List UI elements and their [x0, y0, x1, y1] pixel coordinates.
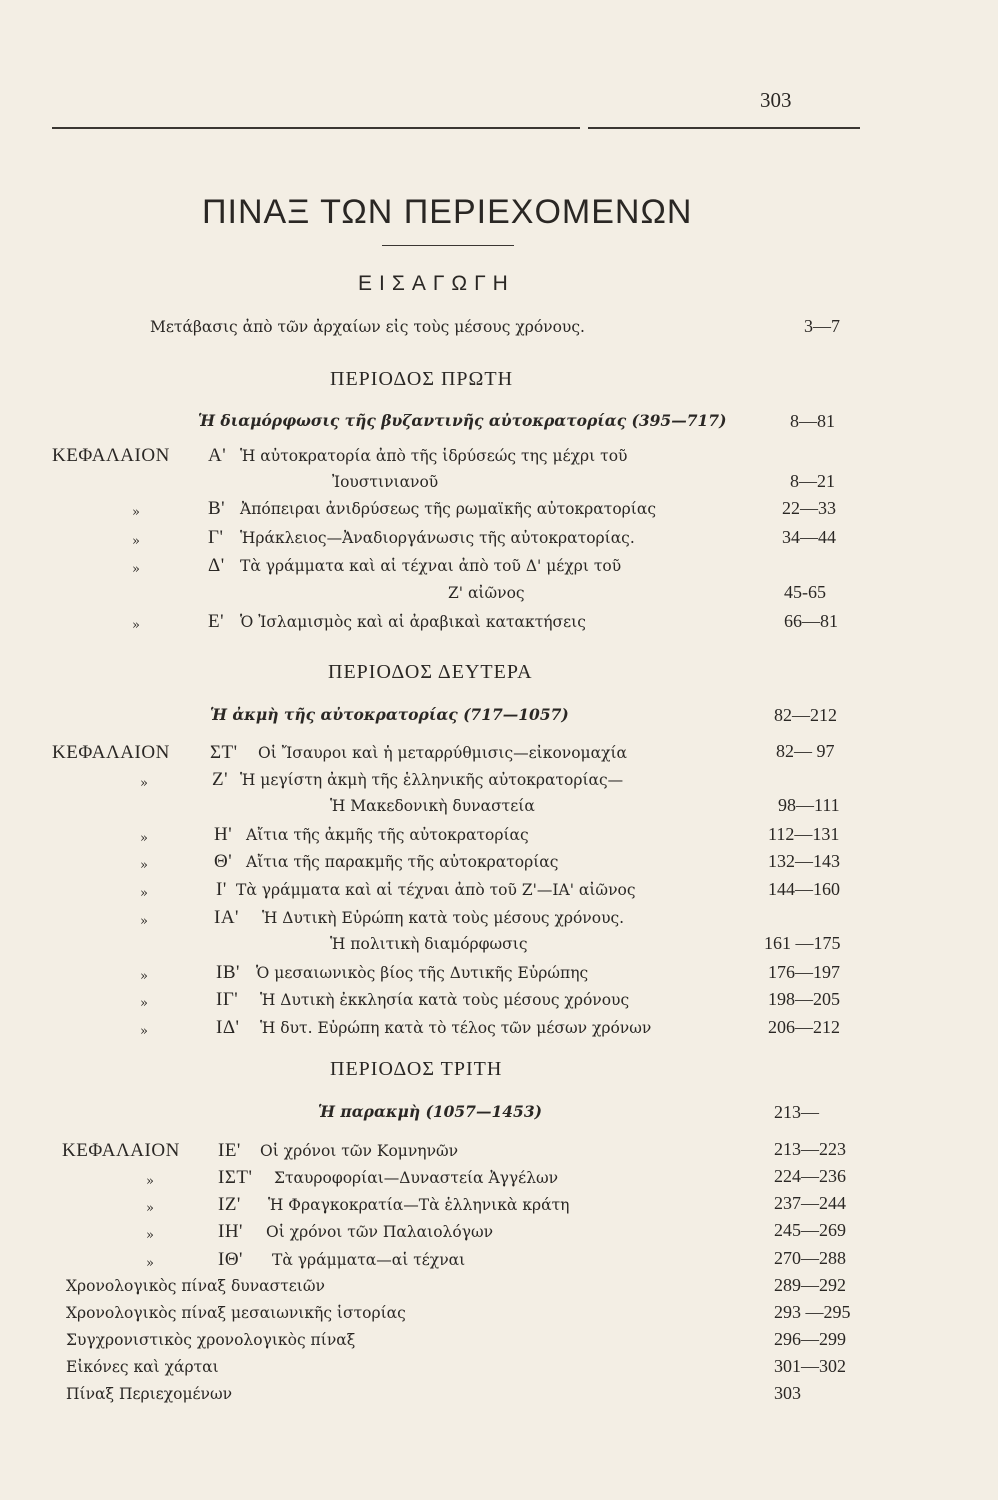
period-subtitle: Ἡ ἀκμὴ τῆς αὐτοκρατορίας (717—1057) — [210, 705, 569, 724]
chapter-pages: 112—131 — [768, 824, 840, 844]
chapter-pages: 206—212 — [768, 1017, 840, 1037]
chapter-pages: 132—143 — [768, 851, 840, 871]
chapter-title: Αἴτια τῆς παρακμῆς τῆς αὐτοκρατορίας — [246, 853, 559, 871]
chapter-title: Ἡ δυτ. Εὐρώπη κατὰ τὸ τέλος τῶν μέσων χρόνων — [260, 1019, 652, 1037]
intro-entry-text: Μετάβασις ἀπὸ τῶν ἀρχαίων εἰς τοὺς μέσους χρόνους. — [150, 318, 585, 336]
chapter-pages: 82— 97 — [776, 741, 835, 761]
header-rule-right — [588, 127, 860, 129]
chapter-number: Ε' — [208, 611, 225, 632]
chapter-number: Θ' — [214, 851, 233, 872]
appendix-item-text: Χρονολογικὸς πίναξ δυναστειῶν — [66, 1277, 325, 1295]
ditto-mark: » — [146, 1201, 154, 1216]
ditto-mark: » — [140, 969, 148, 984]
chapter-pages: 176—197 — [768, 962, 840, 982]
chapter-number: ΙΑ' — [214, 907, 239, 928]
header-rule-left — [52, 127, 580, 129]
chapter-number: Δ' — [208, 555, 225, 576]
ditto-mark: » — [140, 996, 148, 1011]
chapter-title: Αἴτια τῆς ἀκμῆς τῆς αὐτοκρατορίας — [246, 826, 529, 844]
chapter-number: Ι' — [216, 879, 227, 900]
appendix-item-text: Εἰκόνες καὶ χάρται — [66, 1358, 219, 1376]
chapter-title: Ἡ Φραγκοκρατία—Τὰ ἑλληνικὰ κράτη — [268, 1196, 570, 1214]
ditto-mark: » — [140, 858, 148, 873]
ditto-mark: » — [132, 618, 140, 633]
page-number: 303 — [760, 88, 792, 112]
chapter-pages: 245—269 — [774, 1220, 846, 1240]
chapter-number: Β' — [208, 498, 226, 519]
chapter-title: Οἱ χρόνοι τῶν Κομνηνῶν — [260, 1142, 459, 1160]
ditto-mark: » — [146, 1256, 154, 1271]
chapter-title: Ὁ μεσαιωνικὸς βίος τῆς Δυτικῆς Εὐρώπης — [256, 964, 589, 982]
chapter-title: Τὰ γράμματα καὶ αἱ τέχναι ἀπὸ τοῦ Ζ'—ΙΑ' αἰῶνος — [236, 881, 636, 899]
appendix-item-text: Συγχρονιστικὸς χρονολογικὸς πίναξ — [66, 1331, 356, 1349]
chapter-number: ΙΔ' — [216, 1017, 240, 1038]
period-pages: 8—81 — [790, 411, 835, 431]
chapter-label: ΚΕΦΑΛΑΙΟΝ — [52, 445, 170, 466]
chapter-pages: 8—21 — [790, 471, 835, 491]
chapter-title: Ἡ αὐτοκρατορία ἀπὸ τῆς ἱδρύσεώς της μέχρι τοῦ — [240, 447, 628, 465]
appendix-item-pages: 293 —295 — [774, 1302, 851, 1322]
period-heading: ΠΕΡΙΟΔΟΣ ΔΕΥΤΕΡΑ — [328, 661, 533, 683]
ditto-mark: » — [140, 831, 148, 846]
period-heading: ΠΕΡΙΟΔΟΣ ΠΡΩΤΗ — [330, 368, 514, 390]
chapter-pages: 224—236 — [774, 1166, 846, 1186]
ditto-mark: » — [132, 534, 140, 549]
appendix-item-pages: 296—299 — [774, 1329, 846, 1349]
ditto-mark: » — [140, 886, 148, 901]
title-underline — [382, 245, 514, 246]
chapter-title: Τὰ γράμματα—αἱ τέχναι — [272, 1251, 466, 1269]
period-subtitle: Ἡ παρακμὴ (1057—1453) — [318, 1102, 542, 1121]
chapter-label: ΚΕΦΑΛΑΙΟΝ — [52, 742, 170, 763]
period-pages: 213— — [774, 1102, 819, 1122]
appendix-item-text: Χρονολογικὸς πίναξ μεσαιωνικῆς ἱστορίας — [66, 1304, 406, 1322]
chapter-pages: 161 —175 — [764, 933, 841, 953]
chapter-title: Ἡ Δυτικὴ ἐκκλησία κατὰ τοὺς μέσους χρόνους — [260, 991, 630, 1009]
chapter-number: ΣΤ' — [210, 742, 238, 763]
chapter-pages: 34—44 — [782, 527, 836, 547]
chapter-title: Σταυροφορίαι—Δυναστεία Ἀγγέλων — [274, 1169, 559, 1187]
chapter-label: ΚΕΦΑΛΑΙΟΝ — [62, 1140, 180, 1161]
period-subtitle: Ἡ διαμόρφωσις τῆς βυζαντινῆς αὐτοκρατορίας (395—717) — [198, 411, 727, 430]
chapter-title-continued: Ζ' αἰῶνος — [448, 584, 525, 602]
chapter-title-continued: Ἡ πολιτικὴ διαμόρφωσις — [330, 935, 528, 953]
chapter-title: Ἡ Δυτικὴ Εὐρώπη κατὰ τοὺς μέσους χρόνους. — [262, 909, 625, 927]
chapter-pages: 66—81 — [784, 611, 838, 631]
chapter-number: ΙΣΤ' — [218, 1167, 253, 1188]
chapter-title: Ἡράκλειος—Ἀναδιοργάνωσις τῆς αὐτοκρατορίας. — [240, 529, 635, 547]
chapter-number: ΙΖ' — [218, 1194, 241, 1215]
ditto-mark: » — [140, 776, 148, 791]
chapter-number: Ζ' — [212, 769, 229, 790]
appendix-item-pages: 301—302 — [774, 1356, 846, 1376]
ditto-mark: » — [140, 1024, 148, 1039]
chapter-pages: 144—160 — [768, 879, 840, 899]
ditto-mark: » — [132, 505, 140, 520]
chapter-pages: 45-65 — [784, 582, 826, 602]
chapter-pages: 270—288 — [774, 1248, 846, 1268]
ditto-mark: » — [146, 1174, 154, 1189]
chapter-title: Ἀπόπειραι ἀνιδρύσεως τῆς ρωμαϊκῆς αὐτοκρατορίας — [240, 500, 657, 518]
chapter-pages: 22—33 — [782, 498, 836, 518]
appendix-item-pages: 303 — [774, 1383, 801, 1403]
period-heading: ΠΕΡΙΟΔΟΣ ΤΡΙΤΗ — [330, 1058, 503, 1080]
chapter-title-continued: Ἡ Μακεδονικὴ δυναστεία — [330, 797, 535, 815]
ditto-mark: » — [146, 1228, 154, 1243]
chapter-title: Ἡ μεγίστη ἀκμὴ τῆς ἑλληνικῆς αὐτοκρατορίας— — [240, 771, 624, 789]
ditto-mark: » — [132, 562, 140, 577]
period-pages: 82—212 — [774, 705, 837, 725]
page-title: ΠΙΝΑΞ ΤΩΝ ΠΕΡΙΕΧΟΜΕΝΩΝ — [202, 193, 693, 231]
chapter-title: Τὰ γράμματα καὶ αἱ τέχναι ἀπὸ τοῦ Δ' μέχρι τοῦ — [240, 557, 622, 575]
chapter-pages: 213—223 — [774, 1139, 846, 1159]
chapter-pages: 98—111 — [778, 795, 840, 815]
chapter-number: ΙΗ' — [218, 1221, 243, 1242]
chapter-number: ΙΘ' — [218, 1249, 243, 1270]
ditto-mark: » — [140, 914, 148, 929]
chapter-title-continued: Ἰουστινιανοῦ — [332, 473, 439, 491]
chapter-pages: 198—205 — [768, 989, 840, 1009]
chapter-number: Η' — [214, 824, 233, 845]
chapter-title: Οἱ χρόνοι τῶν Παλαιολόγων — [266, 1223, 494, 1241]
chapter-title: Οἱ Ἴσαυροι καὶ ἡ μεταρρύθμισις—εἰκονομαχία — [258, 744, 628, 762]
chapter-number: Α' — [208, 445, 227, 466]
chapter-number: Γ' — [208, 527, 224, 548]
intro-heading: ΕΙΣΑΓΩΓΗ — [358, 272, 515, 295]
intro-entry-pages: 3—7 — [804, 316, 840, 336]
chapter-pages: 237—244 — [774, 1193, 846, 1213]
chapter-title: Ὁ Ἰσλαμισμὸς καὶ αἱ ἀραβικαὶ κατακτήσεις — [240, 613, 586, 631]
chapter-number: ΙΒ' — [216, 962, 240, 983]
appendix-item-text: Πίναξ Περιεχομένων — [66, 1385, 233, 1403]
appendix-item-pages: 289—292 — [774, 1275, 846, 1295]
chapter-number: ΙΓ' — [216, 989, 239, 1010]
chapter-number: ΙΕ' — [218, 1140, 241, 1161]
